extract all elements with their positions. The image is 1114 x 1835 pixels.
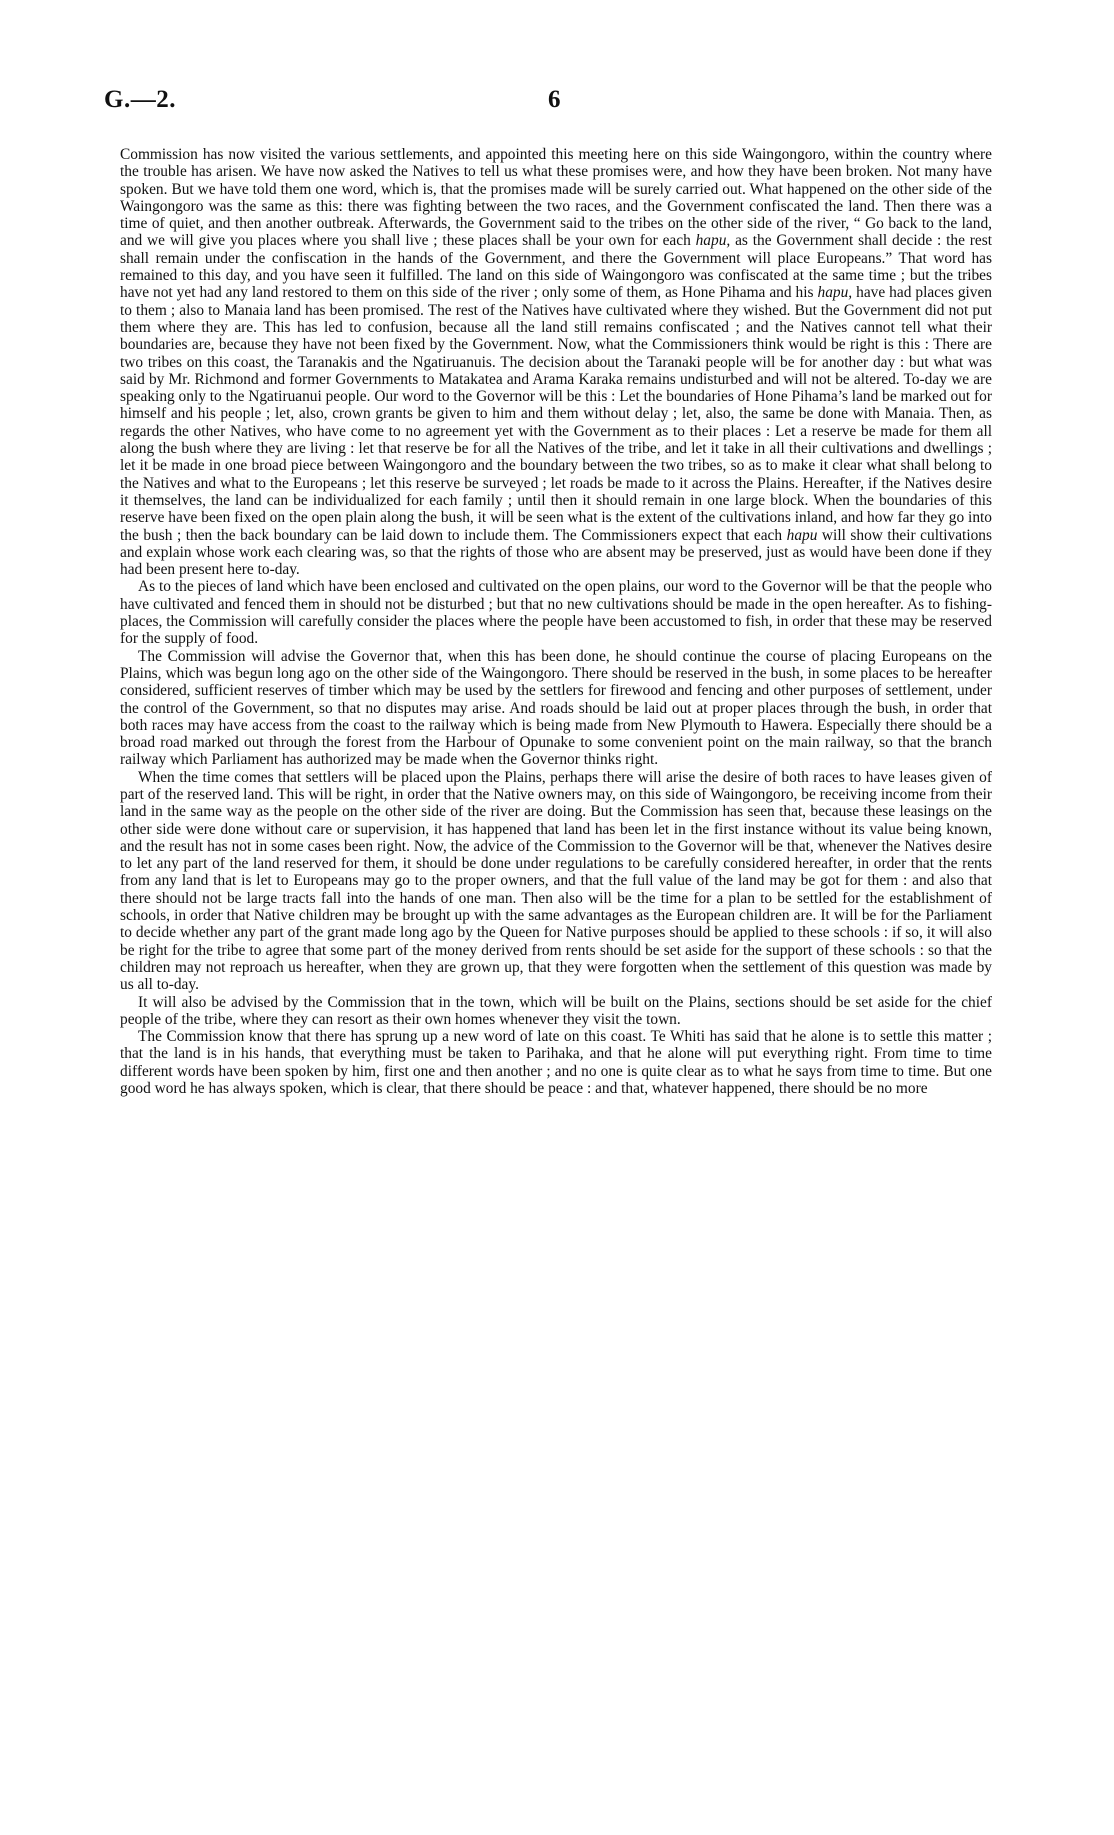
paragraph (120, 146, 992, 578)
paragraph (120, 769, 992, 994)
paragraph (120, 994, 992, 1029)
text-run: The Commission will advise the Governor that, when this has been done, he should continue the course of placing Europeans on the Plains, which was begun long ago on the other side of the Waingongoro. There should be reserved in the bush, in some places to be hereafter considered, sufficient reserves of timber which may be used by the settlers for firewood and fencing and other purposes of settlement, under the control of the Government, so that no disputes may arise. And roads should be laid out at proper places through the bush, in order that both races may have access from the coast to the railway which is being made from New Plymouth to Hawera. Especially there should be a broad road marked out through the forest from the Harbour of Opunake to some convenient point on the main railway, so that the branch railway which Parliament has authorized may be made when the Governor thinks right. (120, 647, 992, 769)
italic-term: hapu (786, 526, 818, 544)
text-run: will show their cultivations and explain whose work each clearing was, so that the rights of those who are absent may be preserved, just as would have been done if they had been present here to-day. (120, 526, 992, 579)
text-run: as the Government shall decide : the rest shall remain under the confiscation in the hands of the Government, and there the Government will place Europeans.” That word has remained to this day, and you have seen it fulfilled. The land on this side of Waingongoro was confiscated at the same time ; but the tribes have not yet had any land restored to them on this side of the river ; only some of them, as Hone Pihama and his (120, 232, 992, 302)
text-run: When the time comes that settlers will be placed upon the Plains, perhaps there will arise the desire of both races to have leases given of part of the reserved land. This will be right, in order that the Native owners may, on this side of Waingongoro, be receiving income from their land in the same way as the people on the other side of the river are doing. But the Commission has seen that, because these leasings on the other side were done without care or supervision, it has happened that land has been let in the first instance without its value being known, and the result has not in some cases been right. Now, the advice of the Commission to the Governor will be that, whenever the Natives desire to let any part of the land reserved for them, it should be done under regulations to be carefully considered hereafter, in order that the rents from any land that is let to Europeans may go to the proper owners, and that the full value of the land may be got for them : and also that there should not be large tracts fall into the hands of one man. Then also will be the time for a plan to be settled for the establishment of schools, in order that Native children may be brought up with the same advantages as the European children are. It will be for the Parliament to decide whether any part of the grant made long ago by the Queen for Native purposes should be applied to these schools : if so, it will also be right for the tribe to agree that some part of the money derived from rents should be set aside for the support of these schools : so that the children may not reproach us hereafter, when they are grown up, that they were forgotten when the settlement of this question was made by us all to-day. (120, 768, 992, 994)
paragraph (120, 1028, 992, 1097)
text-run: It will also be advised by the Commission that in the town, which will be built on the Plains, sections should be set aside for the chief people of the tribe, where they can resort as their own homes whenever they visit the town. (120, 993, 992, 1028)
italic-term: hapu, (695, 232, 731, 250)
paragraph (120, 648, 992, 769)
paragraph (120, 578, 992, 647)
text-run: Commission has now visited the various settlements, and appointed this meeting here on this side Waingongoro, within the country where the trouble has arisen. We have now asked the Natives to tell us what these promises were, and how they have been broken. Not many have spoken. But we have told them one word, which is, that the promises made will be surely carried out. What happened on the other side of the Waingongoro was the same as this: there was fighting between the two races, and the Government confiscated the land. Then there was a time of quiet, and then another outbreak. Afterwards, the Government said to the tribes on the other side of the river, “ Go back to the land, and we will give you places where you shall live ; these places shall be your own for each (120, 146, 992, 250)
body-text (120, 146, 992, 1097)
text-run: As to the pieces of land which have been enclosed and cultivated on the open plains, our word to the Governor will be that the people who have cultivated and fenced them in should not be disturbed ; but that no new cultivations should be made in the open hereafter. As to fishing-places, the Commission will carefully consider the places where the people have been accustomed to fish, in order that these may be reserved for the supply of food. (120, 578, 992, 648)
text-run: have had places given to them ; also to Manaia land has been promised. The rest of the Natives have cultivated where they wished. But the Government did not put them where they are. This has led to confusion, because all the land still remains confiscated ; and the Natives cannot tell what their boundaries are, because they have not been fixed by the Government. Now, what the Commissioners think would be right is this : There are two tribes on this coast, the Taranakis and the Ngatiruanuis. The decision about the Taranaki people will be for another day : but what was said by Mr. Richmond and former Governments to Matakatea and Arama Karaka remains undisturbed and will not be altered. To-day we are speaking only to the Ngatiruanui people. Our word to the Governor will be this : Let the boundaries of Hone Pihama’s land be marked out for himself and his people ; let, also, crown grants be given to him and them without delay ; let, also, the same be done with Manaia. Then, as regards the other Natives, who have come to no agreement yet with the Government as to their places : Let a reserve be made for them all along the bush where they are living : let that reserve be for all the Natives of the tribe, and let it take in all their cultivations and dwellings ; let it be made in one broad piece between Waingongoro and the boundary between the two tribes, so as to make it clear what shall belong to the Natives and what to the Europeans ; let this reserve be surveyed ; let roads be made to it across the Plains. Hereafter, if the Natives desire it themselves, the land can be individualized for each family ; until then it should remain in one large block. When the boundaries of this reserve have been fixed on the open plain along the bush, it will be seen what is the extent of the cultivations inland, and how far they go into the bush ; then the back boundary can be laid down to include them. The Commissioners expect that each (120, 284, 993, 544)
document-reference: G.—2. (104, 86, 176, 113)
italic-term: hapu, (817, 284, 853, 302)
page-number: 6 (548, 86, 561, 113)
page-header (104, 86, 992, 120)
text-run: The Commission know that there has sprung up a new word of late on this coast. Te Whiti has said that he alone is to settle this matter ; that the land is in his hands, that everything must be taken to Parihaka, and that he alone will put everything right. From time to time different words have been spoken by him, first one and then another ; and no one is quite clear as to what he says from time to time. But one good word he has always spoken, which is clear, that there should be peace : and that, whatever happened, there should be no more (120, 1028, 992, 1098)
